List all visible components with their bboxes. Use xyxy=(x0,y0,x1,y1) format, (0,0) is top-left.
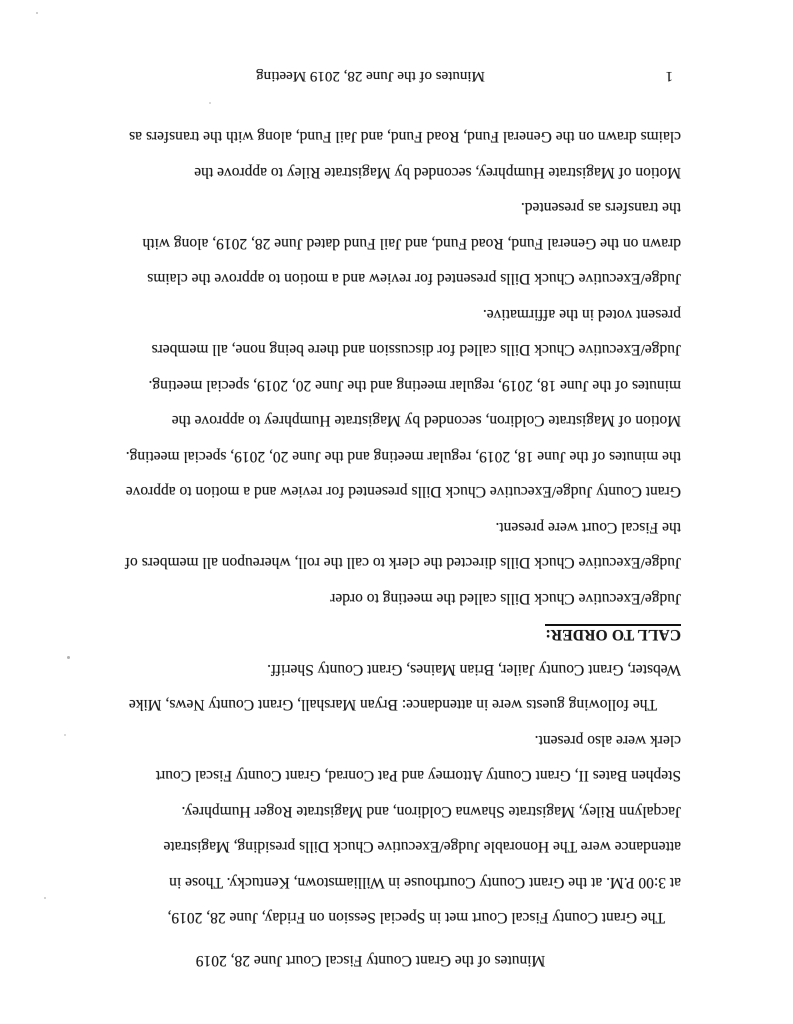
document-line: clerk were also present. xyxy=(534,731,681,749)
document-line: Motion of Magistrate Humphrey, seconded by Magistrate Riley to approve the xyxy=(194,163,681,181)
document-line: claims drawn on the General Fund, Road Fund, and Jail Fund, along with the transfers as xyxy=(129,128,681,146)
document-line: Stephen Bates II, Grant County Attorney and Pat Conrad, Grant County Fiscal Court xyxy=(155,767,681,785)
document-line: at 3:00 P.M. at the Grant County Courthouse in Williamstown, Kentucky. Those in xyxy=(169,873,681,891)
document-line: Judge/Executive Chuck Dills called for discussion and there being none, all members xyxy=(151,341,681,359)
document-line: present voted in the affirmative. xyxy=(482,305,681,323)
scan-speck xyxy=(44,897,46,899)
document-line: the minutes of the June 18, 2019, regular meeting and the June 20, 2019, special meeting. xyxy=(125,447,681,465)
document-line: Judge/Executive Chuck Dills called the meeting to order xyxy=(330,589,681,607)
document-line: the Fiscal Court were present. xyxy=(495,518,681,536)
document-line: Motion of Magistrate Coldiron, seconded by Magistrate Humphrey to approve the xyxy=(171,412,681,430)
call-to-order-heading xyxy=(58,616,681,652)
scan-speck xyxy=(209,102,211,104)
call-to-order-heading-text: CALL TO ORDER: xyxy=(545,624,681,643)
document-line: minutes of the June 18, 2019, regular meeting and the June 20, 2019, special meeting. xyxy=(148,376,681,394)
page-number: 1 xyxy=(665,68,673,84)
document-line: the transfers as presented. xyxy=(520,199,681,217)
document-line: The Grant County Fiscal Court met in Special Session on Friday, June 28, 2019, xyxy=(167,909,665,927)
footer-title: Minutes of the June 28, 2019 Meeting xyxy=(256,68,485,84)
document-line: Judge/Executive Chuck Dills presented for review and a motion to approve the claims xyxy=(147,270,681,288)
document-footer xyxy=(0,64,793,84)
document-body xyxy=(58,119,681,936)
document-line: Grant County Judge/Executive Chuck Dills presented for review and a motion to approve xyxy=(125,483,681,501)
scan-speck xyxy=(36,12,38,14)
document-line: The following guests were in attendance: Bryan Marshall, Grant County News, Mike xyxy=(128,696,657,714)
document-line: Webster, Grant County Jailer, Brian Maines, Grant County Sheriff. xyxy=(267,660,681,678)
scan-speck xyxy=(67,656,70,659)
document-line: attendance were The Honorable Judge/Executive Chuck Dills presiding, Magistrate xyxy=(163,838,681,856)
document-line: Jacqalynn Riley, Magistrate Shawna Coldiron, and Magistrate Roger Humphrey. xyxy=(181,802,681,820)
document-line: drawn on the General Fund, Road Fund, and Jail Fund dated June 28, 2019, along with xyxy=(142,234,681,252)
document-line: Judge/Executive Chuck Dills directed the clerk to call the roll, whereupon all members of xyxy=(124,554,681,572)
scan-speck xyxy=(64,734,66,736)
document-title: Minutes of the Grant County Fiscal Court June 28, 2019 xyxy=(195,952,546,969)
